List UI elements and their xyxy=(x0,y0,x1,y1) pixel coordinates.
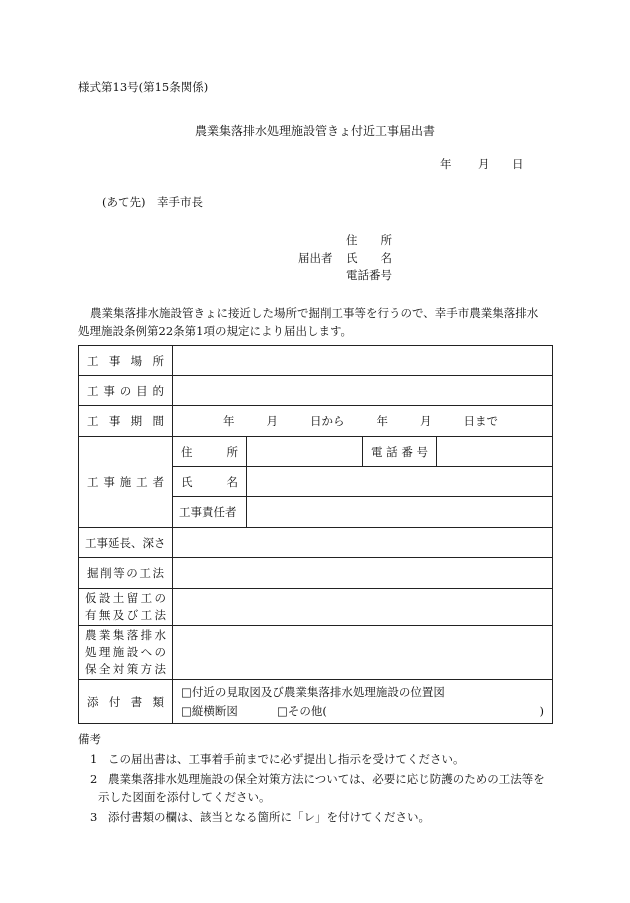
intro-line-2: 処理施設条例第22条第1項の規定により届出します。 xyxy=(78,324,353,338)
contractor-name-field[interactable] xyxy=(247,467,553,497)
remark-2-text-line-1: 農業集落排水処理施設の保全対策方法については、必要に応じ防護のための工法等を xyxy=(108,772,545,786)
contractor-phone-label: 電話番号 xyxy=(363,437,437,467)
notifier-address-label: 住 所 xyxy=(346,233,392,247)
work-period-label: 工事期間 xyxy=(79,406,173,437)
period-start-month: 月 xyxy=(266,414,278,428)
excavation-method-field[interactable] xyxy=(173,558,553,589)
temp-retaining-field[interactable] xyxy=(173,589,553,626)
notifier-name-label: 氏 名 xyxy=(346,251,392,265)
remark-2 xyxy=(78,770,558,806)
remark-1-text: この届出書は、工事着手前までに必ず提出し指示を受けてください。 xyxy=(108,752,465,766)
remark-3-text: 添付書類の欄は、該当となる箇所に「レ」を付けてください。 xyxy=(108,810,430,824)
attachment-other-close-paren: ) xyxy=(539,703,544,718)
remarks-section xyxy=(78,730,558,828)
remark-1 xyxy=(78,750,558,768)
remark-3-number: 3 xyxy=(90,810,98,824)
protection-label-line-2: 処理施設への xyxy=(85,645,166,659)
remark-1-number: 1 xyxy=(90,752,98,766)
remark-2-text-line-2: 示した図面を添付してください。 xyxy=(98,790,271,804)
notification-form-table xyxy=(78,345,553,724)
period-end-day: 日まで xyxy=(463,414,498,428)
document-title: 農業集落排水処理施設管きょ付近工事届出書 xyxy=(194,124,435,138)
work-period-field[interactable] xyxy=(173,406,553,437)
temp-retaining-label-line-1: 仮設土留工の xyxy=(85,591,166,605)
protection-measures-field[interactable] xyxy=(173,626,553,680)
date-day: 日 xyxy=(512,157,524,171)
temp-retaining-label-line-2: 有無及び工法 xyxy=(85,608,166,622)
extension-depth-label: 工事延長、深さ xyxy=(79,528,173,558)
attachments-field xyxy=(173,680,553,724)
attachment-option-other[interactable]: □その他( xyxy=(277,703,327,718)
period-start-day: 日から xyxy=(310,414,345,428)
extension-depth-field[interactable] xyxy=(173,528,553,558)
date-year: 年 xyxy=(440,157,452,171)
period-end-month: 月 xyxy=(420,414,432,428)
notifier-phone-label: 電話番号 xyxy=(346,268,392,282)
attachment-option-cross-section[interactable]: □縦横断図 xyxy=(181,703,238,718)
attachments-label: 添付書類 xyxy=(79,680,173,724)
work-purpose-label: 工事の目的 xyxy=(79,376,173,406)
contractor-label: 工事施工者 xyxy=(79,437,173,528)
work-location-label: 工事場所 xyxy=(79,346,173,376)
form-number: 様式第13号(第15条関係) xyxy=(78,80,209,94)
contractor-name-label: 氏名 xyxy=(173,467,247,497)
work-location-field[interactable] xyxy=(173,346,553,376)
contractor-manager-field[interactable] xyxy=(247,497,553,528)
protection-label-line-1: 農業集落排水 xyxy=(85,628,166,642)
addressee: (あて先) 幸手市長 xyxy=(102,195,203,209)
attachment-option-site-map[interactable]: □付近の見取図及び農業集落排水処理施設の位置図 xyxy=(181,684,445,699)
temp-retaining-label xyxy=(79,589,173,626)
period-start-year: 年 xyxy=(223,414,235,428)
date-month: 月 xyxy=(478,157,490,171)
work-purpose-field[interactable] xyxy=(173,376,553,406)
contractor-phone-field[interactable] xyxy=(437,437,553,467)
contractor-address-field[interactable] xyxy=(247,437,363,467)
period-end-year: 年 xyxy=(376,414,388,428)
intro-line-1: 農業集落排水施設管きょに接近した場所で掘削工事等を行うので、幸手市農業集落排水 xyxy=(90,306,539,320)
protection-label-line-3: 保全対策方法 xyxy=(85,662,166,676)
contractor-address-label: 住所 xyxy=(173,437,247,467)
remark-3 xyxy=(78,808,558,826)
remark-2-number: 2 xyxy=(90,772,98,786)
remarks-heading: 備考 xyxy=(78,732,101,746)
notifier-label: 届出者 xyxy=(298,251,333,265)
protection-measures-label xyxy=(79,626,173,680)
contractor-manager-label: 工事責任者 xyxy=(173,497,247,528)
excavation-method-label: 掘削等の工法 xyxy=(79,558,173,589)
